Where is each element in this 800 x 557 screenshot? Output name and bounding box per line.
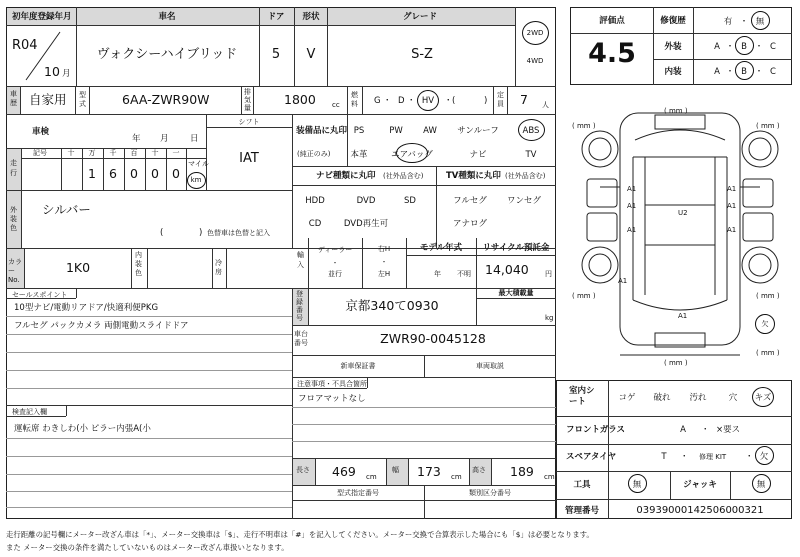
fuel-paren-close: ) (484, 96, 488, 106)
equip-pw: PW (389, 126, 403, 136)
mm-paren: ( mm ) (756, 349, 780, 357)
fuel-paren-open: ( (452, 96, 456, 106)
sales-line2: フルセグ パックカメラ 両側電動スライドドア (14, 321, 189, 331)
equip-airbag: エアバッグ (391, 150, 433, 160)
unit-ju: 十 (151, 149, 159, 157)
ext-a: A (714, 42, 720, 52)
color-note: 色替車は色替と記入 (207, 229, 270, 237)
month-unit2: 月 (160, 134, 169, 144)
color-paren-close: ) (199, 228, 203, 238)
interior-color-label: 内装色 (135, 251, 142, 277)
capacity-unit: 人 (542, 101, 549, 109)
repair-ari: 有 (723, 17, 733, 27)
int-b: B (741, 67, 747, 77)
width-unit: cm (451, 473, 462, 481)
capacity-label: 定員 (497, 91, 504, 108)
spare-ketsu: 欠 (759, 452, 769, 462)
import-dealer: ディーラー (317, 246, 353, 254)
ac-label: 冷房 (215, 259, 222, 276)
footer-line1: 走行距離の記号欄にメーター改ざん車は「*」、メーター交換車は「$」、走行不明車は「#」を記入してください。メーター交換で合算表示した場合にも「$」は必要となります。 (6, 530, 594, 539)
navi-sd: SD (404, 196, 416, 206)
seat-label: 室内シート (569, 386, 595, 407)
height-label: 高さ (472, 466, 486, 474)
manual-label: 車両取説 (476, 362, 504, 370)
mgmt-label: 管理番号 (564, 506, 600, 516)
glass-label: フロントガラス (566, 425, 625, 435)
unit-hyaku: 百 (130, 149, 138, 157)
jack-nashi: 無 (756, 480, 766, 490)
car-name: ヴォクシーハイブリッド (96, 47, 238, 62)
damage-mark: A1 (727, 202, 737, 210)
tools-label: 工具 (573, 480, 591, 490)
damage-mark: A1 (727, 185, 737, 193)
tv-sub: (社外品含む) (505, 172, 546, 180)
score-label: 評価点 (599, 16, 625, 26)
repair-nashi: 無 (755, 17, 765, 27)
length-unit: cm (366, 473, 377, 481)
mile-label: マイル (188, 160, 209, 168)
equip-sub: (純正のみ) (297, 150, 331, 158)
mm-paren: ( mm ) (664, 107, 688, 115)
model-label: 型式 (79, 91, 86, 108)
damage-mark: A1 (627, 185, 637, 193)
recycle-value: 14,040 (485, 262, 529, 277)
mileage-digit: 6 (109, 166, 117, 181)
color-paren-open: ( (160, 228, 164, 238)
year-unit: 年 (132, 134, 141, 144)
seat-ana: 穴 (728, 393, 738, 403)
model-year-year: 年 (434, 270, 441, 278)
shift-value: IAT (239, 151, 259, 166)
inspector-label: 検査記入欄 (12, 408, 47, 416)
mm-paren: ( mm ) (756, 122, 780, 130)
spare-kit: 修理 KIT (699, 453, 727, 461)
mileage-digit: 1 (88, 166, 96, 181)
damage-mark: A1 (627, 226, 637, 234)
navi-dvd-play: DVD再生可 (343, 219, 389, 229)
inspector-text: 運転席 わきしわ(小 ピラー内張A(小 (14, 424, 151, 434)
mileage-label: 走行 (10, 159, 17, 177)
color-no-label: カラーNo. (8, 258, 22, 284)
shaken-label: 車検 (32, 127, 50, 137)
equip-ps: PS (353, 126, 365, 136)
navi-dvd: DVD (356, 196, 376, 206)
reg-label: 登録番号 (296, 290, 303, 322)
header-row-bg (7, 8, 515, 25)
seat-koge: コゲ (618, 393, 636, 403)
navi-sub: (社外品含む) (383, 172, 424, 180)
day-unit: 日 (190, 134, 199, 144)
kigo-label: 記号 (33, 149, 47, 157)
color-no: 1K0 (65, 260, 91, 275)
mm-paren: ( mm ) (756, 292, 780, 300)
model-year-unknown: 不明 (457, 270, 471, 278)
max-load-label: 最大積載量 (498, 289, 534, 297)
type-label: 車歴 (10, 90, 17, 107)
chassis-number: ZWR90-0045128 (380, 331, 486, 346)
reg-number: 京都340て0930 (345, 298, 439, 313)
spare-label: スペアタイヤ (566, 452, 617, 462)
recycle-unit: 円 (545, 270, 552, 278)
int-a: A (714, 67, 720, 77)
disp-label: 排気量 (244, 88, 251, 112)
glass-a: A (680, 425, 686, 435)
mgmt-number: 03939000142506000321 (636, 505, 764, 516)
width-value: 173 (417, 464, 441, 479)
seat-kizu: キズ (754, 393, 772, 403)
use-type: 自家用 (29, 92, 67, 107)
int-c: C (770, 67, 776, 77)
glass-x: ×要ス (716, 425, 741, 435)
height-unit: cm (544, 473, 555, 481)
fuel-hv: HV (421, 96, 435, 106)
import-parallel: 並行 (328, 270, 342, 278)
length-value: 469 (332, 464, 356, 479)
damage-mark: U2 (678, 209, 688, 217)
shape-label: 形状 (302, 12, 320, 22)
damage-mark: A1 (618, 277, 628, 285)
navi-hdd: HDD (305, 196, 325, 206)
reg-month: 10 (44, 64, 60, 79)
tv-oneseg: ワンセグ (506, 196, 542, 206)
equip-abs: ABS (522, 126, 540, 136)
mileage-digit: 0 (172, 166, 180, 181)
notice-text: フロアマットなし (298, 394, 366, 404)
footer-line2: また メーター交換の条件を満たしていないものはメーター改ざん車扱いとなります。 (6, 543, 289, 552)
drive-4wd: 4WD (526, 57, 544, 65)
month-unit: 月 (62, 69, 71, 79)
color-label: 外装色 (10, 206, 17, 232)
height-value: 189 (510, 464, 534, 479)
tv-fullseg: フルセグ (453, 196, 487, 206)
mileage-digit: 0 (151, 166, 159, 181)
grade-label: グレード (402, 12, 438, 22)
model-year-label: モデル年式 (419, 243, 463, 253)
tv-analog: アナログ (452, 219, 488, 229)
equip-navi: ナビ (469, 150, 487, 160)
exterior-label: 外装 (664, 42, 682, 52)
navi-cd: CD (308, 219, 322, 229)
mm-paren: ( mm ) (572, 292, 596, 300)
equip-leather: 本革 (350, 150, 368, 160)
seat-yogore: 汚れ (689, 393, 707, 403)
notice-label: 注意事項・不具合箇所 (297, 380, 367, 388)
unit-10man: 十 (67, 149, 75, 157)
equip-aw: AW (423, 126, 437, 136)
damage-mark: A1 (727, 226, 737, 234)
equip-label: 装備品に丸印 (296, 126, 348, 136)
mm-paren: ( mm ) (664, 359, 688, 367)
sales-label: セールスポイント (12, 291, 68, 299)
interior-label: 内装 (664, 67, 682, 77)
tv-label: TV種類に丸印 (446, 171, 501, 181)
tools-nashi: 無 (632, 480, 642, 490)
sales-line1: 10型ナビ/電動リアドア/快適利便PKG (14, 303, 159, 313)
mm-paren: ( mm ) (572, 122, 596, 130)
navi-label: ナビ種類に丸印 (316, 171, 376, 181)
ext-c: C (770, 42, 776, 52)
first-reg-label: 初年度登録年月 (12, 12, 72, 22)
repair-label: 修復歴 (660, 16, 686, 26)
mileage-digit: 0 (130, 166, 138, 181)
import-label: 輸入 (297, 251, 304, 269)
equip-tv: TV (525, 150, 537, 160)
fuel-g: G (374, 96, 381, 106)
right-h: 右H (377, 245, 391, 253)
width-label: 幅 (392, 466, 399, 474)
class-no-label: 類別区分番号 (469, 489, 511, 497)
drive-2wd: 2WD (526, 29, 544, 37)
disp-unit: cc (332, 101, 340, 109)
max-load-unit: kg (545, 314, 554, 322)
seat-yabure: 破れ (653, 393, 671, 403)
km-label: km (190, 176, 202, 184)
car-name-label: 車名 (158, 12, 176, 22)
ext-b: B (741, 42, 747, 52)
doors: 5 (271, 47, 281, 62)
jack-label: ジャッキ (683, 480, 717, 490)
warranty-label: 新車保証書 (340, 362, 376, 370)
door-label: ドア (267, 12, 285, 22)
missing-mark: 欠 (761, 320, 769, 328)
unit-sen: 千 (109, 149, 117, 157)
score-value: 4.5 (588, 38, 636, 69)
fuel-d: D (398, 96, 405, 106)
spare-t: T (661, 452, 667, 462)
shape: V (306, 47, 316, 62)
shift-label: シフト (238, 118, 260, 126)
grade: S-Z (411, 47, 433, 62)
unit-ichi: 一 (172, 149, 180, 157)
unit-man: 万 (88, 149, 96, 157)
color-value: シルバー (42, 202, 91, 217)
fuel-label: 燃料 (351, 91, 358, 108)
reg-year: R04 (12, 38, 38, 53)
displacement: 1800 (284, 92, 316, 107)
damage-mark: A1 (627, 202, 637, 210)
length-label: 長さ (296, 466, 310, 474)
type-cert-label: 型式指定番号 (337, 489, 379, 497)
damage-mark: A1 (678, 312, 688, 320)
recycle-label: リサイクル預託金 (482, 243, 550, 253)
capacity: 7 (520, 92, 528, 107)
left-h: 左H (377, 270, 391, 278)
model-code: 6AA-ZWR90W (122, 92, 210, 107)
equip-sunroof: サンルーフ (457, 126, 499, 136)
chassis-label: 車台番号 (294, 330, 308, 347)
